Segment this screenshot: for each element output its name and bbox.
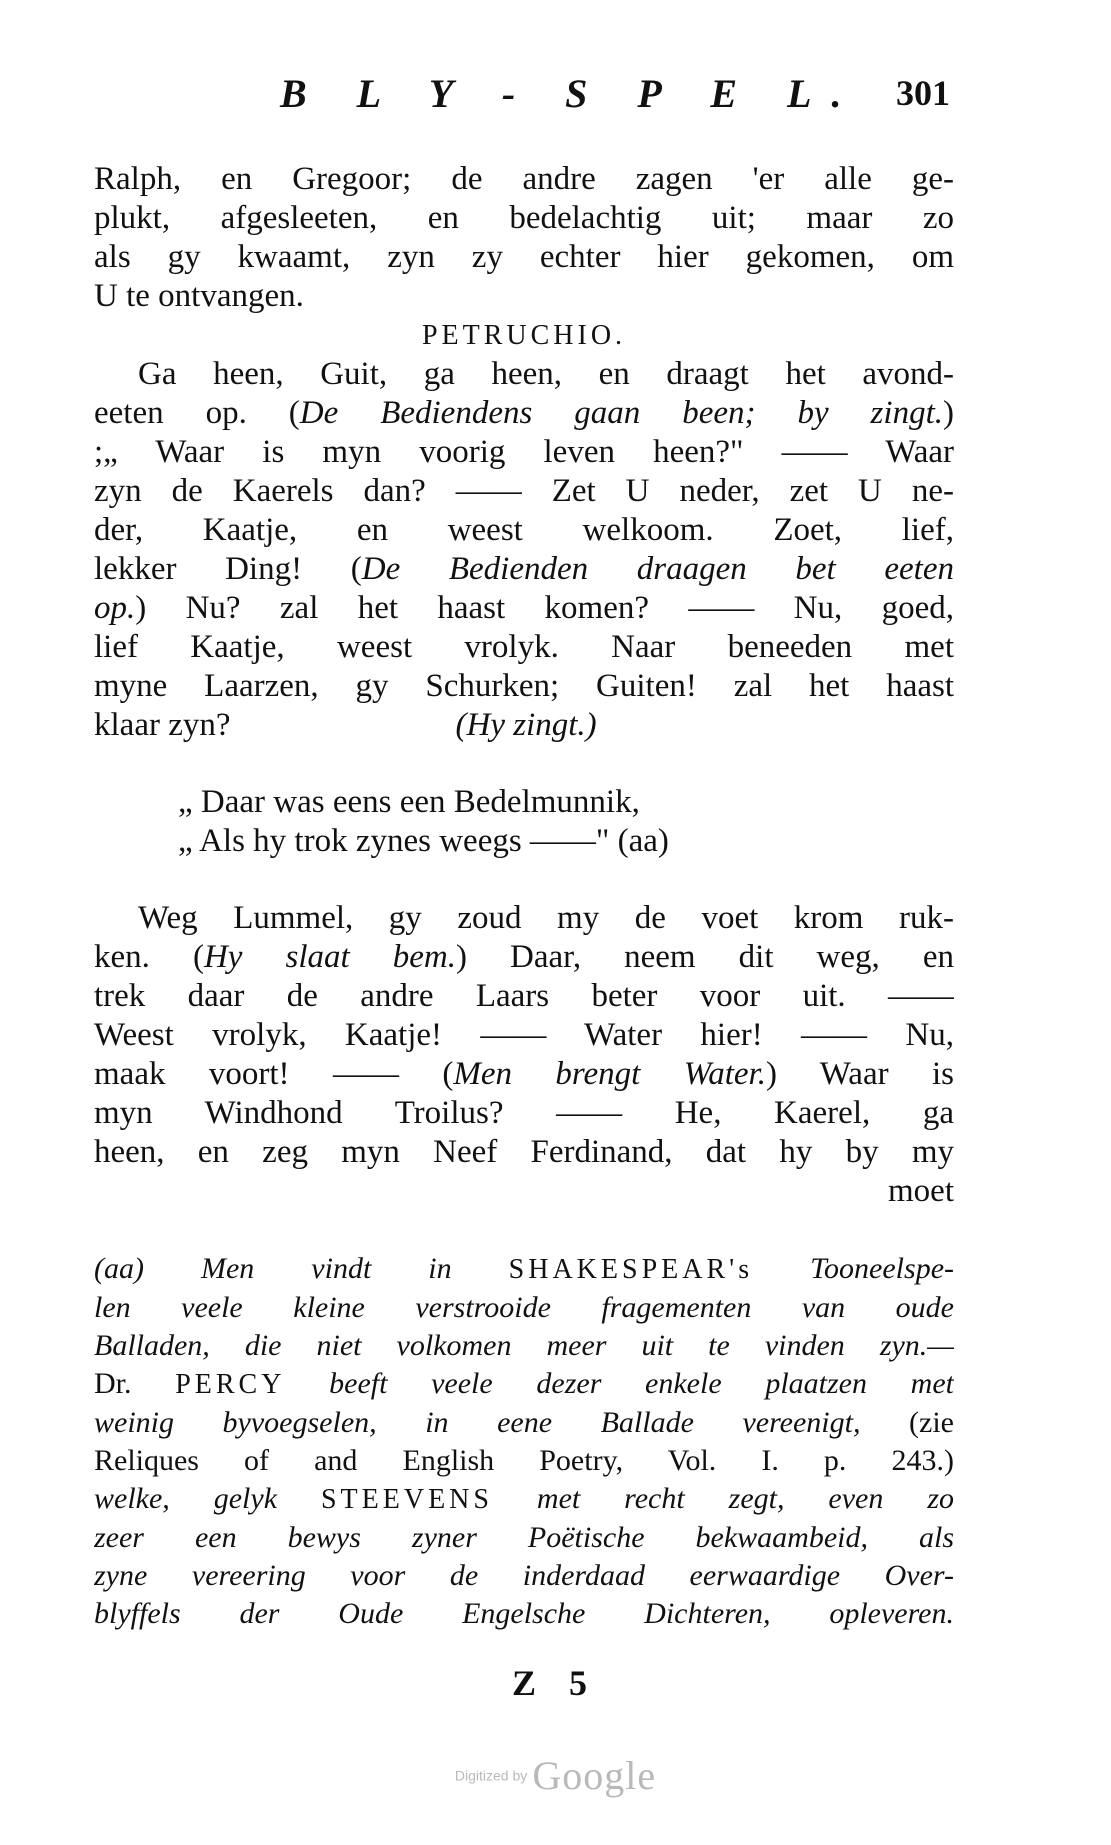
watermark-text: Digitized by bbox=[454, 1767, 528, 1784]
running-title: B L Y - S P E L. bbox=[280, 71, 862, 116]
speech-line: ;„ Waar is myn voorig leven heen?" —— Waar bbox=[94, 434, 954, 470]
speech-line: lief Kaatje, weest vrolyk. Naar beneeden met bbox=[94, 629, 954, 665]
speech-line: myne Laarzen, gy Schurken; Guiten! zal het haast bbox=[94, 668, 954, 704]
page-number: 301 bbox=[896, 73, 950, 113]
speech-line: Weest vrolyk, Kaatje! —— Water hier! —— Nu, bbox=[94, 1017, 954, 1053]
footnote-line: Dr. PERCY beeft veele dezer enkele plaatzen met bbox=[94, 1367, 954, 1400]
footnote-line: welke, gelyk STEEVENS met recht zegt, even zo bbox=[94, 1482, 954, 1515]
speech-line: trek daar de andre Laars beter voor uit. —— bbox=[94, 978, 954, 1014]
text-line: als gy kwaamt, zyn zy echter hier gekomen, om bbox=[94, 239, 954, 275]
speech-line: op.) Nu? zal het haast komen? —— Nu, goed, bbox=[94, 590, 954, 626]
speech-line: eeten op. (De Bediendens gaan been; by zingt.) bbox=[94, 395, 954, 431]
footnote-line: Reliques of and English Poetry, Vol. I. p. 243.) bbox=[94, 1444, 954, 1477]
footnote-line: zeer een bewys zyner Poëtische bekwaambeid, als bbox=[94, 1521, 954, 1554]
footnote-line: Balladen, die niet volkomen meer uit te vinden zyn.— bbox=[94, 1329, 954, 1362]
speech-line: Weg Lummel, gy zoud my de voet krom ruk- bbox=[138, 900, 954, 936]
speech-line: maak voort! —— (Men brengt Water.) Waar is bbox=[94, 1056, 954, 1092]
verse-line: „ Daar was eens een Bedelmunnik, bbox=[178, 784, 640, 820]
speech-line: heen, en zeg myn Neef Ferdinand, dat hy by my bbox=[94, 1134, 954, 1170]
footnote-line: len veele kleine verstrooide fragementen van oude bbox=[94, 1291, 954, 1324]
digitized-watermark bbox=[0, 1752, 1111, 1799]
footnote-line: blyffels der Oude Engelsche Dichteren, opleveren. bbox=[94, 1597, 954, 1630]
footnote bbox=[94, 1250, 954, 1633]
google-logo: Google bbox=[532, 1753, 657, 1798]
footnote-line: weinig byvoegselen, in eene Ballade vereenigt, (zie bbox=[94, 1406, 954, 1439]
stage-direction: De Bedienden draagen bet eeten bbox=[361, 551, 954, 587]
signature-mark: Z 5 bbox=[511, 1663, 599, 1703]
footnote-line: (aa) Men vindt in SHAKESPEAR's Tooneelspe- bbox=[94, 1252, 954, 1285]
stage-direction: De Bediendens gaan been; by zingt. bbox=[299, 395, 943, 431]
speech-line: lekker Ding! (De Bedienden draagen bet eeten bbox=[94, 551, 954, 587]
speech-line: Ga heen, Guit, ga heen, en draagt het avond- bbox=[138, 356, 954, 392]
speech-line: ken. (Hy slaat bem.) Daar, neem dit weg, en bbox=[94, 939, 954, 975]
text-line: U te ontvangen. bbox=[94, 278, 304, 314]
stage-direction: Men brengt Water. bbox=[453, 1056, 766, 1092]
speaker-name: PETRUCHIO. bbox=[421, 320, 627, 351]
text-line: plukt, afgesleeten, en bedelachtig uit; maar zo bbox=[94, 200, 954, 236]
text-line: Ralph, en Gregoor; de andre zagen 'er alle ge- bbox=[94, 161, 954, 197]
stage-direction: op. bbox=[94, 590, 136, 626]
running-head bbox=[120, 70, 950, 120]
speech-line: zyn de Kaerels dan? —— Zet U neder, zet U ne- bbox=[94, 473, 954, 509]
catchword: moet bbox=[888, 1173, 954, 1209]
speech-line: der, Kaatje, en weest welkoom. Zoet, lief, bbox=[94, 512, 954, 548]
stage-direction: (Hy zingt.) bbox=[455, 707, 597, 743]
footnote-line: zyne vereering voor de inderdaad eerwaardige Over- bbox=[94, 1559, 954, 1592]
speech-line: myn Windhond Troilus? —— He, Kaerel, ga bbox=[94, 1095, 954, 1131]
verse-line: „ Als hy trok zynes weegs ——" (aa) bbox=[178, 823, 669, 859]
speech-line: klaar zyn? (Hy zingt.) bbox=[94, 707, 597, 743]
body-text bbox=[94, 160, 954, 1211]
stage-direction: Hy slaat bem. bbox=[203, 939, 456, 975]
